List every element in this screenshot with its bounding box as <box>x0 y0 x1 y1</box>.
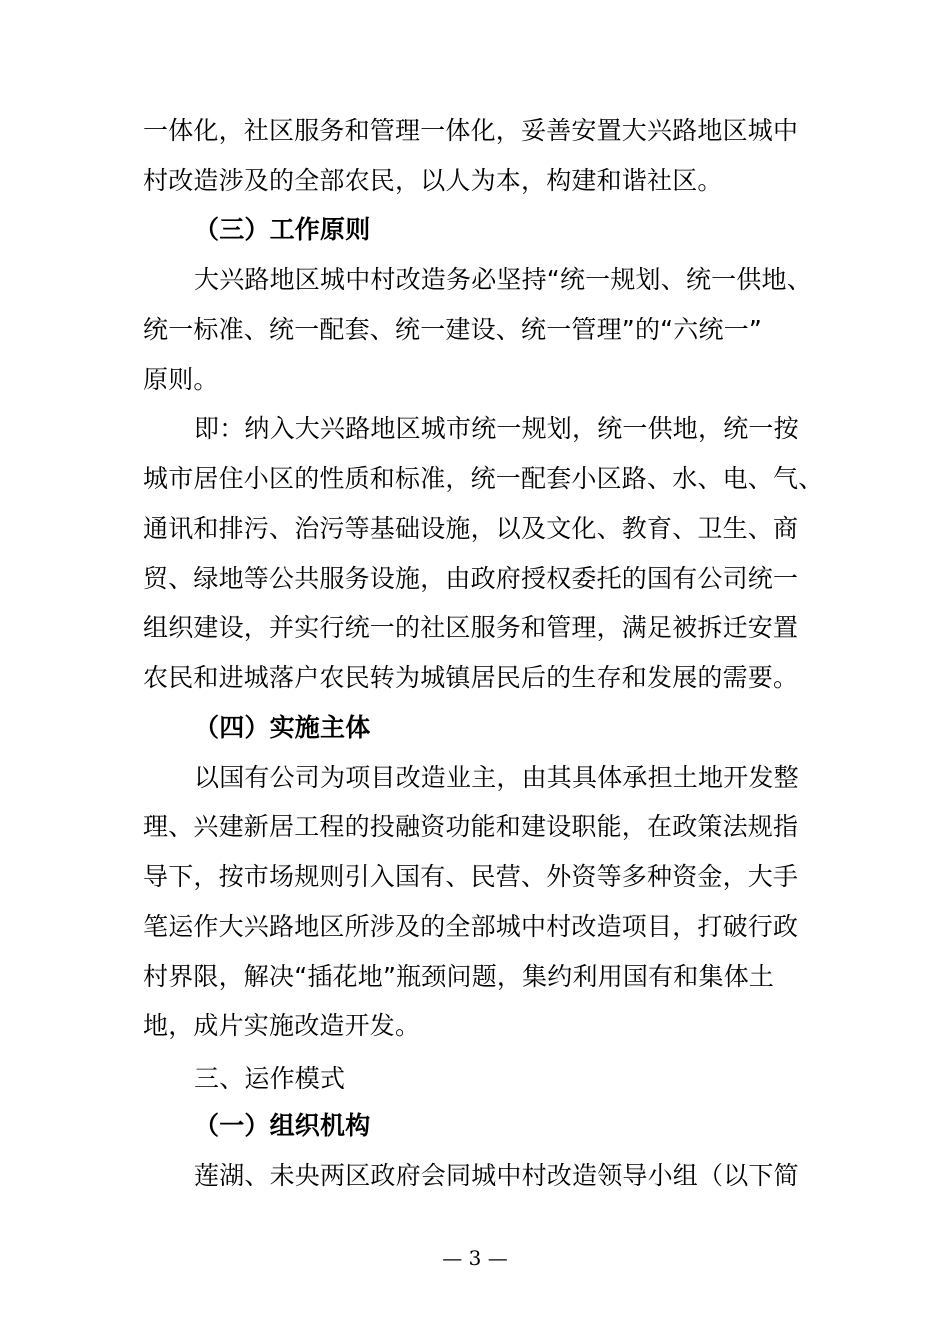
body-text-line: 组织建设，并实行统一的社区服务和管理，满足被拆迁安置 <box>143 613 799 642</box>
body-text-line: 村改造涉及的全部农民，以人为本，构建和谐社区。 <box>143 166 723 195</box>
body-text-line: 统一标准、统一配套、统一建设、统一管理”的“六统一” <box>143 315 763 344</box>
body-text-line: 笔运作大兴路地区所涉及的全部城中村改造项目，打破行政 <box>143 912 799 941</box>
body-text-line: 通讯和排污、治污等基础设施，以及文化、教育、卫生、商 <box>143 514 799 543</box>
body-text-line: 即：纳入大兴路地区城市统一规划，统一供地，统一按 <box>194 414 799 443</box>
body-text-line: 农民和进城落户农民转为城镇居民后的生存和发展的需要。 <box>143 663 799 692</box>
section-heading: （一）组织机构 <box>194 1111 371 1140</box>
body-text-line: 贸、绿地等公共服务设施，由政府授权委托的国有公司统一 <box>143 564 799 593</box>
body-text-line: 导下，按市场规则引入国有、民营、外资等多种资金，大手 <box>143 862 799 891</box>
body-text-line: 一体化，社区服务和管理一体化，妥善安置大兴路地区城中 <box>143 116 799 145</box>
body-text-line: 城市居住小区的性质和标准，统一配套小区路、水、电、气、 <box>143 464 824 493</box>
body-text-line: 以国有公司为项目改造业主，由其具体承担土地开发整 <box>194 763 799 792</box>
chapter-heading: 三、运作模式 <box>194 1064 346 1093</box>
body-text-line: 莲湖、未央两区政府会同城中村改造领导小组（以下简 <box>194 1161 799 1190</box>
section-heading: （三）工作原则 <box>194 215 371 244</box>
body-text-line: 大兴路地区城中村改造务必坚持“统一规划、统一供地、 <box>194 265 812 294</box>
body-text-line: 原则。 <box>143 365 219 394</box>
body-text-line: 理、兴建新居工程的投融资功能和建设职能，在政策法规指 <box>143 812 799 841</box>
page-number: — 3 — <box>442 1246 508 1270</box>
section-heading: （四）实施主体 <box>194 713 371 742</box>
body-text-line: 村界限，解决“插花地”瓶颈问题，集约利用国有和集体土 <box>143 962 775 991</box>
body-text-line: 地，成片实施改造开发。 <box>143 1011 421 1040</box>
